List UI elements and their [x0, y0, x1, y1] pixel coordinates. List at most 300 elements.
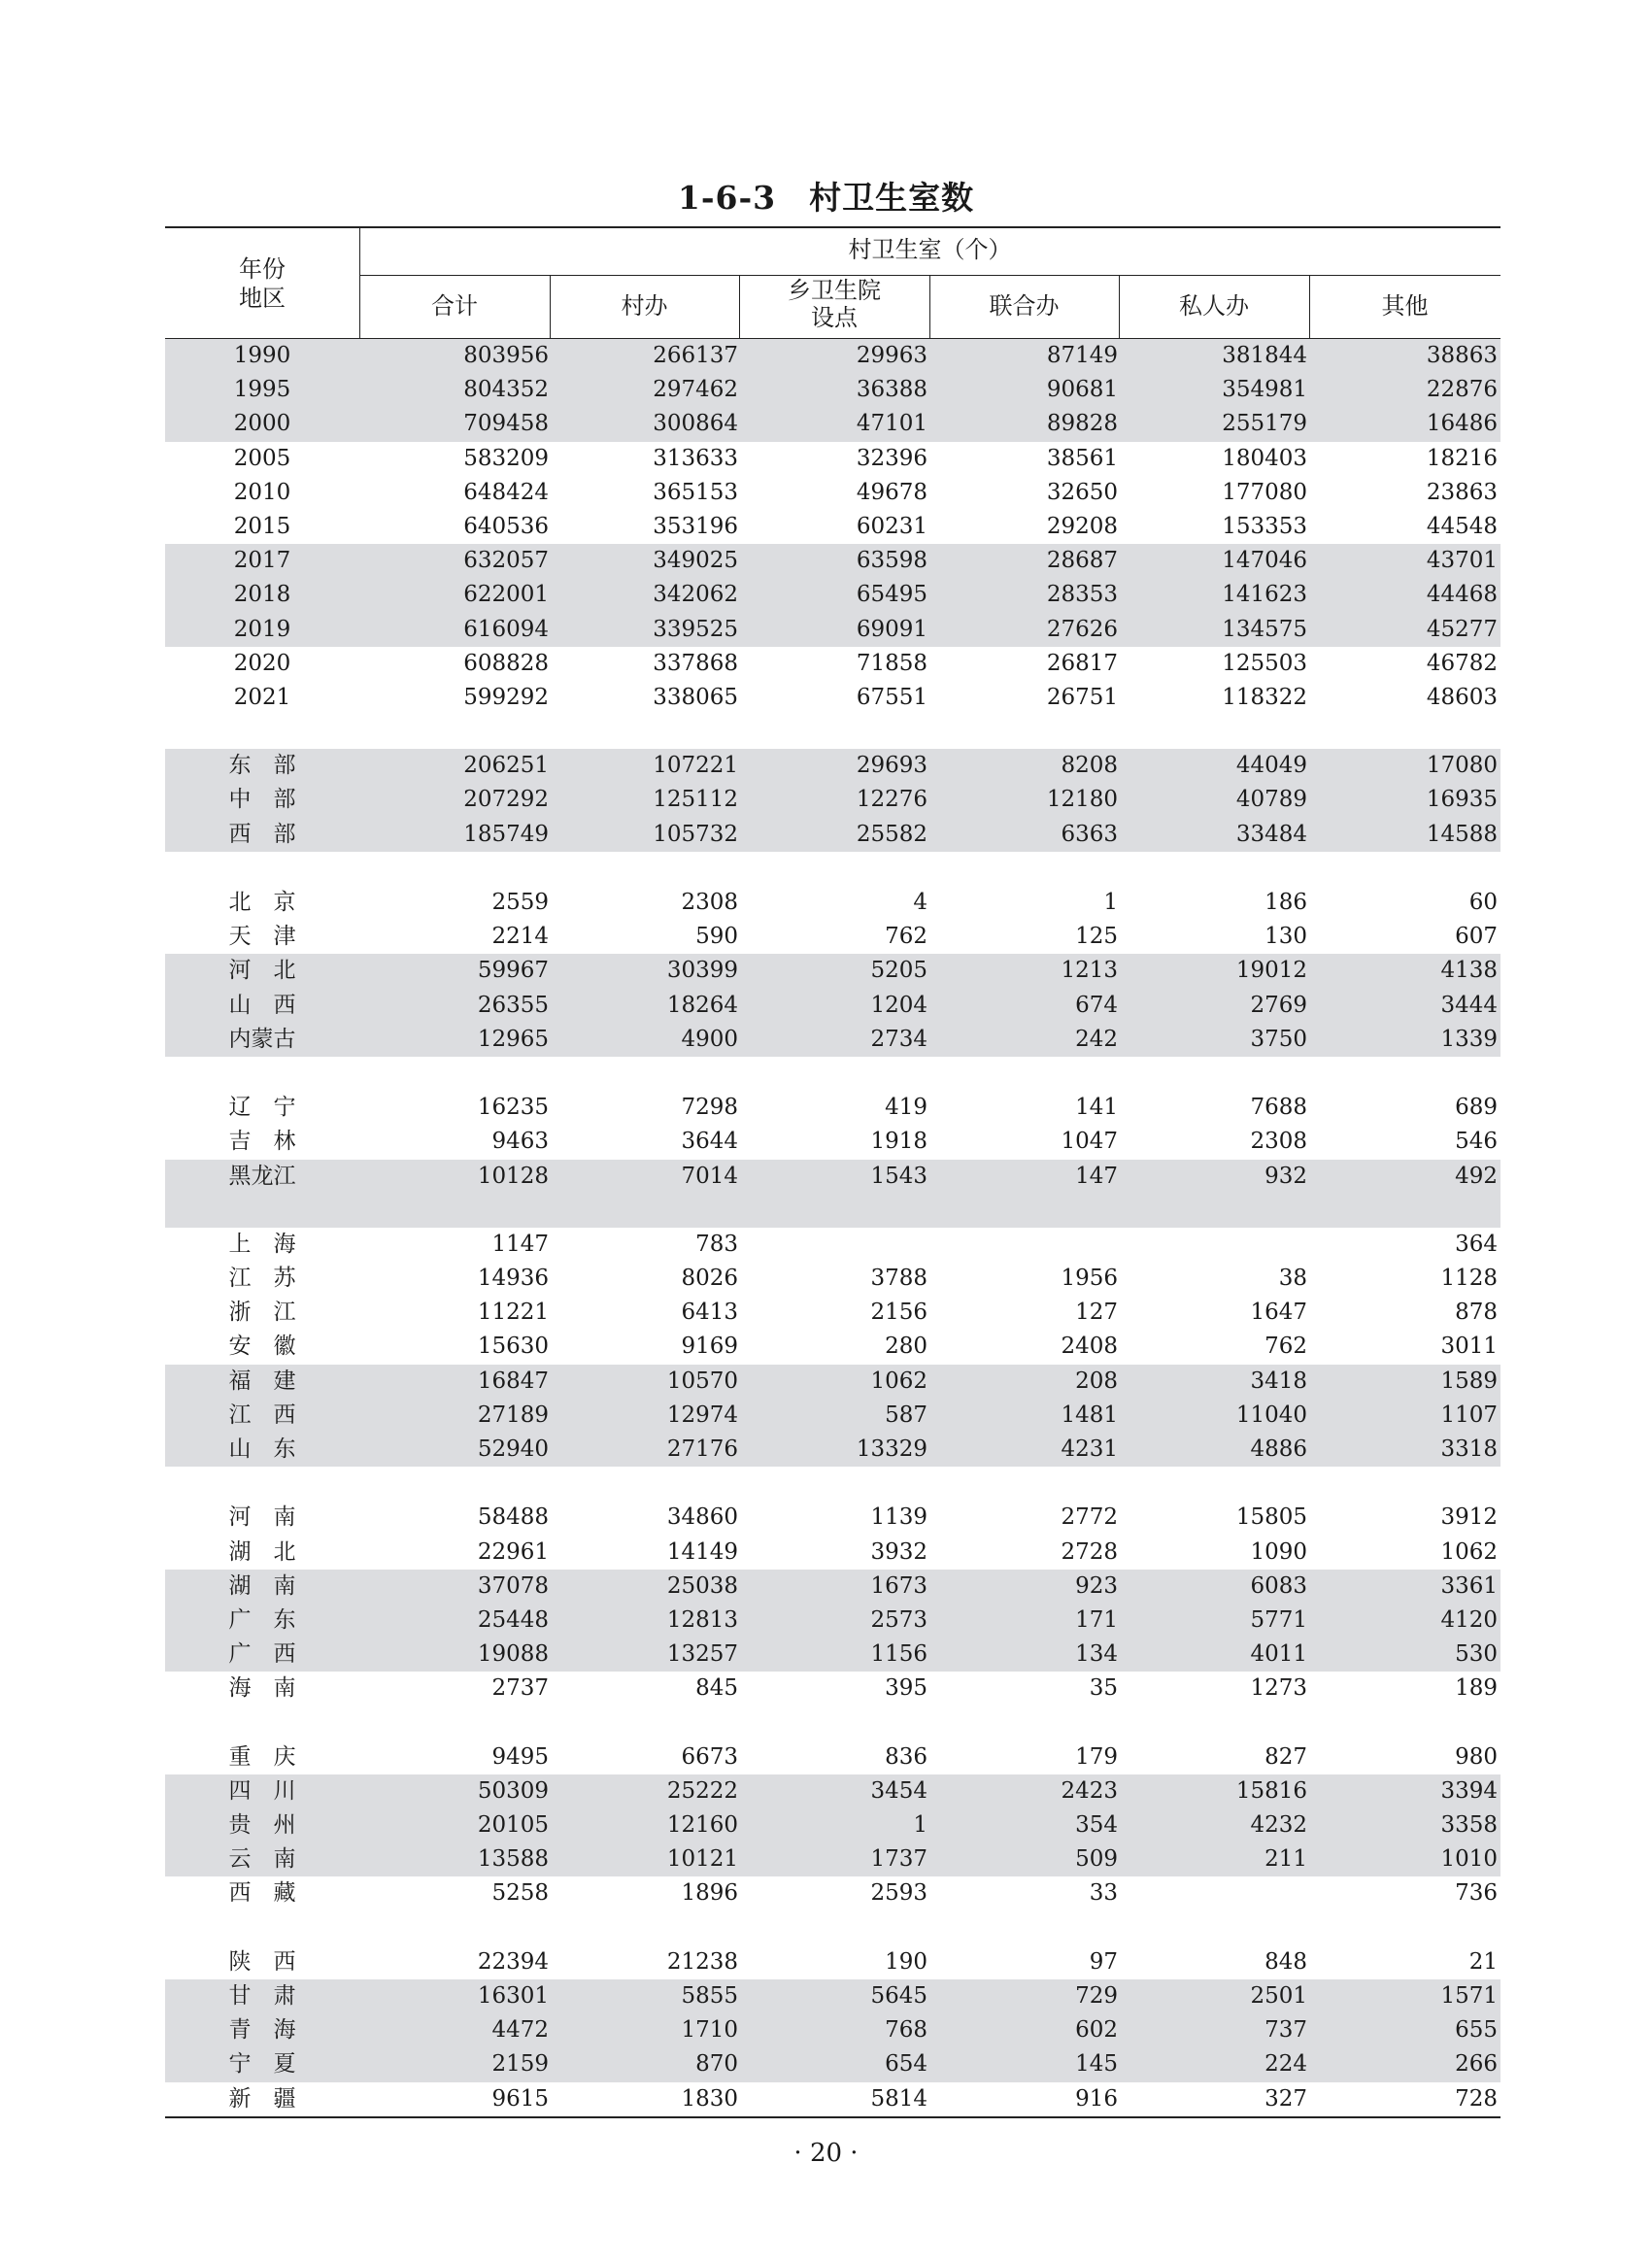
table-cell: 28353: [1046, 582, 1118, 608]
table-cell: 40789: [1235, 787, 1307, 813]
table-cell: 4120: [1440, 1606, 1498, 1633]
table-cell: 22876: [1426, 377, 1498, 403]
row-label: 重 庆: [228, 1743, 296, 1770]
table-row: [165, 1638, 1500, 1672]
table-cell: 2214: [491, 924, 549, 950]
table-cell: 67551: [856, 684, 927, 710]
table-cell: 10128: [477, 1163, 549, 1189]
col-header-total: 合计: [431, 292, 478, 320]
table-spacer-row: [165, 1467, 1500, 1501]
table-cell: 107221: [653, 753, 738, 779]
table-cell: 65495: [856, 582, 927, 608]
table-cell: 768: [885, 2017, 927, 2044]
col-header-township: [739, 277, 929, 331]
row-label: 2019: [233, 616, 291, 642]
table-row: [165, 1842, 1500, 1876]
table-cell: 608828: [463, 650, 549, 676]
table-cell: 1147: [491, 1231, 549, 1257]
table-cell: 1673: [870, 1572, 927, 1599]
table-cell: 16301: [477, 1983, 549, 2009]
table-cell: 16235: [477, 1095, 549, 1121]
table-cell: 803956: [463, 343, 549, 368]
table-cell: 736: [1455, 1880, 1498, 1907]
row-label: 河 北: [228, 958, 296, 984]
row-label: 江 苏: [228, 1266, 296, 1292]
table-row: [165, 1774, 1500, 1808]
table-cell: 1830: [681, 2085, 738, 2112]
table-cell: 38561: [1046, 445, 1118, 471]
table-cell: 674: [1075, 992, 1118, 1018]
table-cell: 1213: [1061, 958, 1118, 984]
table-cell: 29693: [856, 753, 927, 779]
table-row: [165, 2047, 1500, 2081]
row-label: 安 徽: [228, 1334, 296, 1360]
table-cell: 90681: [1046, 377, 1118, 403]
table-cell: 354981: [1222, 377, 1307, 403]
table-cell: 22961: [477, 1538, 549, 1565]
table-cell: 11221: [477, 1300, 549, 1326]
table-cell: 7298: [681, 1095, 738, 1121]
table-row: [165, 1945, 1500, 1979]
row-label: 四 川: [228, 1777, 296, 1804]
table-cell: 737: [1264, 2017, 1307, 2044]
table-cell: 353196: [653, 513, 738, 539]
table-cell: 1062: [870, 1368, 927, 1394]
table-cell: 180403: [1222, 445, 1307, 471]
table-row: [165, 647, 1500, 681]
table-cell: 153353: [1222, 513, 1307, 539]
table-cell: 43701: [1426, 548, 1498, 574]
table-cell: 342062: [653, 582, 738, 608]
table-cell: 34860: [666, 1504, 738, 1531]
table-cell: 50309: [477, 1777, 549, 1804]
row-label: 福 建: [228, 1368, 296, 1394]
row-label: 中 部: [228, 787, 296, 813]
table-cell: 29208: [1046, 513, 1118, 539]
table-cell: 48603: [1426, 684, 1498, 710]
table-bottom-rule: [165, 2116, 1500, 2118]
row-label: 江 西: [228, 1402, 296, 1428]
table-cell: 1128: [1440, 1266, 1498, 1292]
table-cell: 729: [1075, 1983, 1118, 2009]
table-cell: 836: [885, 1743, 927, 1770]
table-cell: 13329: [856, 1436, 927, 1462]
table-cell: 25448: [477, 1606, 549, 1633]
table-row: [165, 2082, 1500, 2116]
table-row: [165, 476, 1500, 510]
table-cell: 190: [885, 1948, 927, 1975]
row-label: 黑龙江: [228, 1163, 296, 1189]
col-header-township-line1: 乡卫生院: [788, 277, 881, 304]
table-cell: 1010: [1440, 1846, 1498, 1873]
table-cell: 255179: [1222, 411, 1307, 437]
table-spacer-row: [165, 852, 1500, 886]
table-cell: 616094: [463, 616, 549, 642]
table-title: 1-6-3 村卫生室数: [677, 179, 975, 217]
table-cell: 32650: [1046, 479, 1118, 505]
table-cell: 105732: [653, 821, 738, 847]
table-row: [165, 442, 1500, 476]
row-label: 1990: [233, 343, 291, 368]
table-row: [165, 989, 1500, 1023]
table-cell: 530: [1455, 1641, 1498, 1668]
table-cell: 2408: [1061, 1334, 1118, 1360]
table-cell: 15630: [477, 1334, 549, 1360]
table-cell: 5205: [870, 958, 927, 984]
table-cell: 16486: [1426, 411, 1498, 437]
table-row: [165, 1433, 1500, 1467]
row-label: 2005: [233, 445, 291, 471]
table-cell: 3750: [1250, 1026, 1307, 1052]
table-cell: 327: [1264, 2085, 1307, 2112]
row-label: 甘 肃: [228, 1983, 296, 2009]
row-label: 宁 夏: [228, 2051, 296, 2078]
table-body: [165, 339, 1500, 2116]
table-cell: 3418: [1250, 1368, 1307, 1394]
row-label: 广 西: [228, 1641, 296, 1668]
table-cell: 10121: [666, 1846, 738, 1873]
table-row: [165, 373, 1500, 407]
table-cell: 14936: [477, 1266, 549, 1292]
table-row: [165, 1023, 1500, 1057]
table-cell: 63598: [856, 548, 927, 574]
table-cell: 47101: [856, 411, 927, 437]
table-cell: 35: [1089, 1675, 1118, 1702]
table-cell: 89828: [1046, 411, 1118, 437]
table-row: [165, 818, 1500, 852]
table-cell: 12813: [666, 1606, 738, 1633]
table-cell: 20105: [477, 1812, 549, 1839]
table-row: [165, 613, 1500, 647]
table-row: [165, 1740, 1500, 1774]
table-cell: 6363: [1061, 821, 1118, 847]
table-row: [165, 1365, 1500, 1399]
row-label: 2000: [233, 411, 291, 437]
table-cell: 58488: [477, 1504, 549, 1531]
table-cell: 1918: [870, 1129, 927, 1155]
table-spacer-row: [165, 1194, 1500, 1228]
table-cell: 207292: [463, 787, 549, 813]
table-cell: 2734: [870, 1026, 927, 1052]
table-cell: 52940: [477, 1436, 549, 1462]
row-label: 新 疆: [228, 2085, 296, 2112]
table-cell: 4231: [1061, 1436, 1118, 1462]
table-cell: 845: [695, 1675, 738, 1702]
table-cell: 134575: [1222, 616, 1307, 642]
table-cell: 607: [1455, 924, 1498, 950]
table-cell: 980: [1455, 1743, 1498, 1770]
table-cell: 395: [885, 1675, 927, 1702]
row-header-year: 年份: [239, 255, 286, 283]
table-cell: 60: [1468, 890, 1498, 915]
table-row: [165, 920, 1500, 954]
table-cell: 6673: [681, 1743, 738, 1770]
table-cell: 3318: [1440, 1436, 1498, 1462]
table-cell: 492: [1455, 1163, 1498, 1189]
table-cell: 44049: [1235, 753, 1307, 779]
table-cell: 546: [1455, 1129, 1498, 1155]
table-cell: 59967: [477, 958, 549, 984]
table-cell: 1090: [1250, 1538, 1307, 1565]
table-cell: 2593: [870, 1880, 927, 1907]
col-header-other: 其他: [1381, 292, 1429, 320]
table-cell: 12160: [666, 1812, 738, 1839]
table-cell: 134: [1075, 1641, 1118, 1668]
table-cell: 1589: [1440, 1368, 1498, 1394]
table-cell: 7688: [1250, 1095, 1307, 1121]
table-cell: 27176: [666, 1436, 738, 1462]
table-cell: 2737: [491, 1675, 549, 1702]
table-row: [165, 1604, 1500, 1638]
table-cell: 3011: [1440, 1334, 1498, 1360]
row-label: 上 海: [228, 1231, 296, 1257]
table-cell: 2501: [1250, 1983, 1307, 2009]
table-cell: 337868: [653, 650, 738, 676]
table-cell: 916: [1075, 2085, 1118, 2112]
table-cell: 1047: [1061, 1129, 1118, 1155]
table-cell: 583209: [463, 445, 549, 471]
table-row: [165, 1091, 1500, 1125]
table-cell: 878: [1455, 1300, 1498, 1326]
table-cell: 2769: [1250, 992, 1307, 1018]
table-cell: 13588: [477, 1846, 549, 1873]
table-cell: 762: [885, 924, 927, 950]
table-row: [165, 1979, 1500, 2013]
table-cell: 21: [1468, 1948, 1498, 1975]
table-row: [165, 1501, 1500, 1535]
table-cell: 1: [913, 1812, 927, 1839]
table-cell: 23863: [1426, 479, 1498, 505]
row-label: 海 南: [228, 1675, 296, 1702]
table-cell: 185749: [463, 821, 549, 847]
row-label: 2015: [233, 513, 291, 539]
table-cell: 16935: [1426, 787, 1498, 813]
table-row: [165, 339, 1500, 373]
table-cell: 3394: [1440, 1777, 1498, 1804]
table-cell: 1956: [1061, 1266, 1118, 1292]
table-cell: 4011: [1250, 1641, 1307, 1668]
table-cell: 4886: [1250, 1436, 1307, 1462]
row-label: 河 南: [228, 1504, 296, 1531]
row-label: 山 西: [228, 992, 296, 1018]
table-cell: 1139: [870, 1504, 927, 1531]
data-table: [165, 226, 1500, 2118]
table-cell: 9169: [681, 1334, 738, 1360]
table-cell: 2573: [870, 1606, 927, 1633]
row-label: 青 海: [228, 2017, 296, 2044]
table-cell: 1710: [681, 2017, 738, 2044]
table-row: [165, 954, 1500, 988]
table-cell: 419: [885, 1095, 927, 1121]
table-cell: 18216: [1426, 445, 1498, 471]
row-label: 贵 州: [228, 1812, 296, 1839]
table-cell: 4138: [1440, 958, 1498, 984]
table-row: [165, 681, 1500, 715]
table-cell: 297462: [653, 377, 738, 403]
table-cell: 2156: [870, 1300, 927, 1326]
row-label: 1995: [233, 377, 291, 403]
table-row: [165, 886, 1500, 920]
table-cell: 5855: [681, 1983, 738, 2009]
table-cell: 130: [1264, 924, 1307, 950]
table-cell: 1571: [1440, 1983, 1498, 2009]
table-cell: 208: [1075, 1368, 1118, 1394]
table-cell: 622001: [463, 582, 549, 608]
table-row: [165, 1876, 1500, 1910]
table-cell: 206251: [463, 753, 549, 779]
table-cell: 5258: [491, 1880, 549, 1907]
col-header-township-line2: 设点: [811, 304, 858, 331]
table-cell: 25222: [666, 1777, 738, 1804]
table-cell: 599292: [463, 684, 549, 710]
table-cell: 21238: [666, 1948, 738, 1975]
table-cell: 36388: [856, 377, 927, 403]
table-cell: 1: [1103, 890, 1118, 915]
table-cell: 38863: [1426, 343, 1498, 368]
table-spacer-row: [165, 1706, 1500, 1740]
table-cell: 224: [1264, 2051, 1307, 2078]
table-cell: 2728: [1061, 1538, 1118, 1565]
table-cell: 125112: [653, 787, 738, 813]
table-cell: 848: [1264, 1948, 1307, 1975]
table-cell: 1204: [870, 992, 927, 1018]
row-label: 云 南: [228, 1846, 296, 1873]
table-cell: 2159: [491, 2051, 549, 2078]
table-cell: 3912: [1440, 1504, 1498, 1531]
table-cell: 3444: [1440, 992, 1498, 1018]
table-cell: 179: [1075, 1743, 1118, 1770]
table-cell: 125: [1075, 924, 1118, 950]
table-cell: 364: [1455, 1231, 1498, 1257]
table-cell: 29963: [856, 343, 927, 368]
row-header-region: 地区: [239, 285, 286, 312]
table-cell: 46782: [1426, 650, 1498, 676]
table-cell: 1647: [1250, 1300, 1307, 1326]
table-cell: 15805: [1235, 1504, 1307, 1531]
table-row: [165, 1296, 1500, 1330]
col-header-village: 村办: [621, 292, 668, 320]
table-cell: 339525: [653, 616, 738, 642]
table-cell: 3358: [1440, 1812, 1498, 1839]
table-cell: 11040: [1235, 1402, 1307, 1428]
table-cell: 19012: [1235, 958, 1307, 984]
table-row: [165, 1125, 1500, 1159]
table-row: [165, 1536, 1500, 1570]
row-label: 2020: [233, 650, 291, 676]
table-cell: 8026: [681, 1266, 738, 1292]
table-cell: 186: [1264, 890, 1307, 915]
table-cell: 338065: [653, 684, 738, 710]
table-row: [165, 578, 1500, 612]
table-cell: 69091: [856, 616, 927, 642]
table-cell: 762: [1264, 1334, 1307, 1360]
table-cell: 728: [1455, 2085, 1498, 2112]
table-cell: 354: [1075, 1812, 1118, 1839]
table-cell: 4: [913, 890, 927, 915]
table-cell: 211: [1264, 1846, 1307, 1873]
table-cell: 923: [1075, 1572, 1118, 1599]
table-row: [165, 1672, 1500, 1706]
table-cell: 6413: [681, 1300, 738, 1326]
table-row: [165, 783, 1500, 817]
table-cell: 6083: [1250, 1572, 1307, 1599]
table-cell: 632057: [463, 548, 549, 574]
table-cell: 266137: [653, 343, 738, 368]
table-cell: 587: [885, 1402, 927, 1428]
table-cell: 9615: [491, 2085, 549, 2112]
table-cell: 25038: [666, 1572, 738, 1599]
table-cell: 9495: [491, 1743, 549, 1770]
table-cell: 27626: [1046, 616, 1118, 642]
table-cell: 25582: [856, 821, 927, 847]
table-row: [165, 1808, 1500, 1842]
table-cell: 1543: [870, 1163, 927, 1189]
table-cell: 12974: [666, 1402, 738, 1428]
table-cell: 125503: [1222, 650, 1307, 676]
table-cell: 12965: [477, 1026, 549, 1052]
table-cell: 18264: [666, 992, 738, 1018]
table-cell: 783: [695, 1231, 738, 1257]
table-cell: 38: [1278, 1266, 1307, 1292]
table-row: [165, 749, 1500, 783]
table-cell: 14588: [1426, 821, 1498, 847]
table-cell: 27189: [477, 1402, 549, 1428]
table-cell: 1339: [1440, 1026, 1498, 1052]
table-row: [165, 1399, 1500, 1433]
table-row: [165, 407, 1500, 441]
table-row: [165, 1160, 1500, 1194]
table-cell: 1896: [681, 1880, 738, 1907]
table-cell: 5771: [1250, 1606, 1307, 1633]
table-cell: 87149: [1046, 343, 1118, 368]
table-cell: 2308: [681, 890, 738, 915]
table-cell: 709458: [463, 411, 549, 437]
row-label: 辽 宁: [228, 1095, 296, 1121]
table-cell: 10570: [666, 1368, 738, 1394]
table-cell: 654: [885, 2051, 927, 2078]
row-label: 陕 西: [228, 1948, 296, 1975]
table-header: [165, 226, 1500, 339]
table-row: [165, 1330, 1500, 1364]
table-cell: 2308: [1250, 1129, 1307, 1155]
table-cell: 189: [1455, 1675, 1498, 1702]
table-cell: 32396: [856, 445, 927, 471]
table-cell: 300864: [653, 411, 738, 437]
col-header-private: 私人办: [1179, 292, 1249, 320]
table-cell: 655: [1455, 2017, 1498, 2044]
table-cell: 30399: [666, 958, 738, 984]
row-label: 西 部: [228, 821, 296, 847]
table-cell: 49678: [856, 479, 927, 505]
table-cell: 313633: [653, 445, 738, 471]
table-cell: 147046: [1222, 548, 1307, 574]
table-cell: 5814: [870, 2085, 927, 2112]
row-label: 2018: [233, 582, 291, 608]
table-cell: 71858: [856, 650, 927, 676]
table-cell: 3788: [870, 1266, 927, 1292]
table-cell: 7014: [681, 1163, 738, 1189]
page-number: · 20 ·: [793, 2139, 859, 2168]
table-cell: 16847: [477, 1368, 549, 1394]
table-cell: 3454: [870, 1777, 927, 1804]
table-cell: 602: [1075, 2017, 1118, 2044]
table-cell: 2772: [1061, 1504, 1118, 1531]
table-cell: 8208: [1061, 753, 1118, 779]
table-cell: 1107: [1440, 1402, 1498, 1428]
table-cell: 14149: [666, 1538, 738, 1565]
table-cell: 9463: [491, 1129, 549, 1155]
table-cell: 804352: [463, 377, 549, 403]
